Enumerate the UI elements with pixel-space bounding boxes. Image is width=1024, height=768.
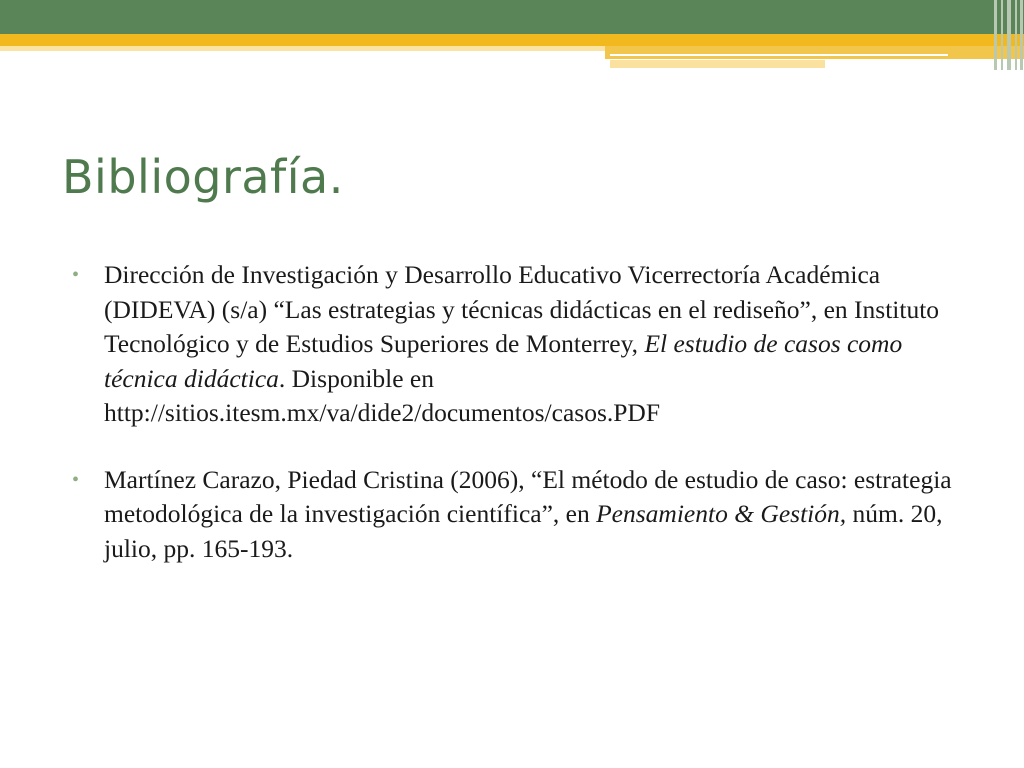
- entry-italic-title: El estudio de casos como técnica didáctica: [104, 329, 903, 393]
- header-band-step: [605, 46, 1024, 59]
- header-band-rule: [610, 54, 948, 56]
- header-band-light: [0, 46, 605, 51]
- header-stripes: [992, 0, 1024, 70]
- entry-text-tail: . Disponible en http://sitios.itesm.mx/va/dide2/documentos/casos.PDF: [104, 363, 661, 427]
- header-band-green: [0, 0, 1024, 34]
- entry-text-tail: núm. 20, julio, pp. 165-193.: [104, 499, 943, 563]
- entry-text: Martínez Carazo, Piedad Cristina (2006), “El método de estudio de caso: estrategia metodológica de la investigación científica”, en: [104, 464, 952, 528]
- bibliography-entry: [72, 463, 972, 567]
- entry-italic-title: Pensamiento & Gestión,: [596, 499, 847, 528]
- bibliography-list: [72, 258, 972, 566]
- bullet-dot-icon: •: [72, 264, 80, 286]
- slide-title: Bibliografía.: [62, 150, 344, 204]
- header-band-step-pale: [610, 60, 825, 68]
- entry-text: Dirección de Investigación y Desarrollo Educativo Vicerrectoría Académica (DIDEVA) (s/a) “Las estrategias y técnicas didácticas en el rediseño”, en Instituto Tecnológico y de Estudios Superiores de Monterrey,: [104, 260, 940, 358]
- header-band-gold: [0, 34, 1024, 46]
- bibliography-entry: [72, 258, 972, 431]
- bullet-dot-icon: •: [72, 468, 80, 491]
